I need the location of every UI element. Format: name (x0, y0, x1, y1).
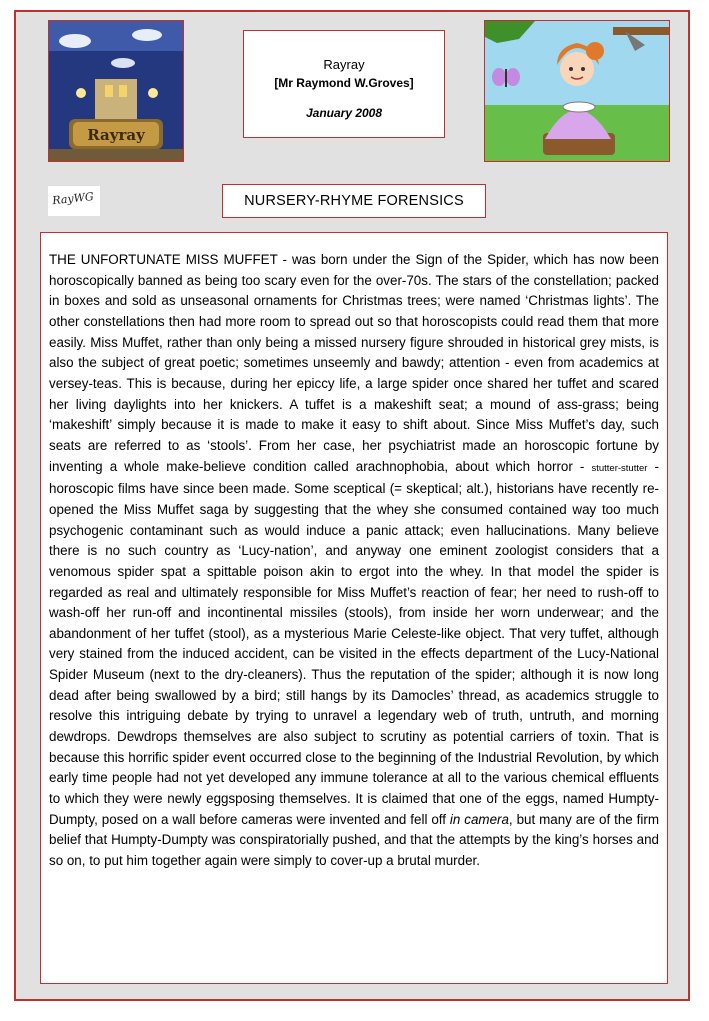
article-text-3: , but many are of the firm belief that Humpty-Dumpty was conspiratorially pushed, and that the attempts by the king’s horses and so on, to put him together again were simply to cover-up a brutal murder. (49, 811, 659, 869)
article-stutter: stutter-stutter (591, 462, 648, 474)
author-box (243, 30, 445, 138)
miss-muffet-illustration (484, 20, 670, 162)
signature-text: RayWG (51, 189, 95, 208)
author-full-name: [Mr Raymond W.Groves] (274, 76, 414, 90)
article-body (49, 250, 659, 872)
author-name: Rayray (323, 57, 365, 72)
article-lead: THE UNFORTUNATE MISS MUFFET (49, 252, 278, 267)
article-box (40, 232, 668, 984)
article-italic: in camera (449, 811, 509, 827)
logo-illustration (49, 21, 183, 161)
article-text-2: - horoscopic films have since been made. Some sceptical (= skeptical; alt.), historians have recently re-opened the Miss Muffet saga by suggesting that the whey she consumed contained way too much psychogenic contaminant such as would induce a panic attack; even hallucinations. Many believe there is no such country as ‘Lucy-nation’, and anyway one eminent zoologist considers that a venomous spider spat a spittable poison akin to ergot into the whey. In that model the spider is regarded as real and ultimately responsible for Miss Muffet’s reaction of fear; her need to rush-off to wash-off her run-off and incontinental missiles (stools), from inside her worn underwear; and the abandonment of her tuffet (stool), as a mysterious Marie Celeste-like object. That very tuffet, although very stained from the induced accident, can be visited in the effects department of the Lucy-National Spider Museum (next to the dry-cleaners). Thus the reputation of the spider; although it is now long dead after being swallowed by a bird; still hangs by its Damocles’ thread, as academics struggle to resolve this intriguing debate by trying to unravel a legendary web of truth, untruth, and morning dewdrops. Dewdrops themselves are also subject to scrutiny as potential carriers of toxin. That is because this horrific spider event occurred close to the beginning of the Industrial Revolution, by which early time people had not yet developed any immune tolerance at all to the various chemical effluents to which they were newly eggsposing themselves. It is claimed that one of the eggs, named Humpty-Dumpty, posed on a wall before cameras were invented and fell off (49, 458, 659, 827)
logo-banner-text: Rayray (87, 126, 145, 144)
article-title: NURSERY-RHYME FORENSICS (222, 184, 486, 218)
article-text-1: - was born under the Sign of the Spider, which has now been horoscopically banned as being too scary even for the over-70s. The stars of the constellation; packed in boxes and sold as unseasonal ornaments for Christmas trees; were named ‘Christmas lights’. The other constellations then had more room to spread out so that horoscopists could read them that more easily. Miss Muffet, rather than only being a missed nursery figure shrouded in historical grey mists, is also the subject of great poetic; sometimes unseemly and bawdy; attention - even from academics at versey-teas. This is because, during her epiccy life, a large spider once shared her tuffet and scared her living daylights into her knickers. A tuffet is a makeshift seat; a mound of ass-grass; being ‘makeshift’ simply because it is made to make it easy to shift about. Since Miss Muffet’s day, such seats are referred to as ‘stools’. From her case, her psychiatrist made an horoscopic fortune by inventing a whole make-believe condition called arachnophobia, about which horror - (49, 252, 659, 474)
rayray-logo (48, 20, 184, 162)
author-date: January 2008 (305, 106, 383, 120)
signature (48, 186, 100, 216)
cartoon-image (485, 21, 669, 161)
